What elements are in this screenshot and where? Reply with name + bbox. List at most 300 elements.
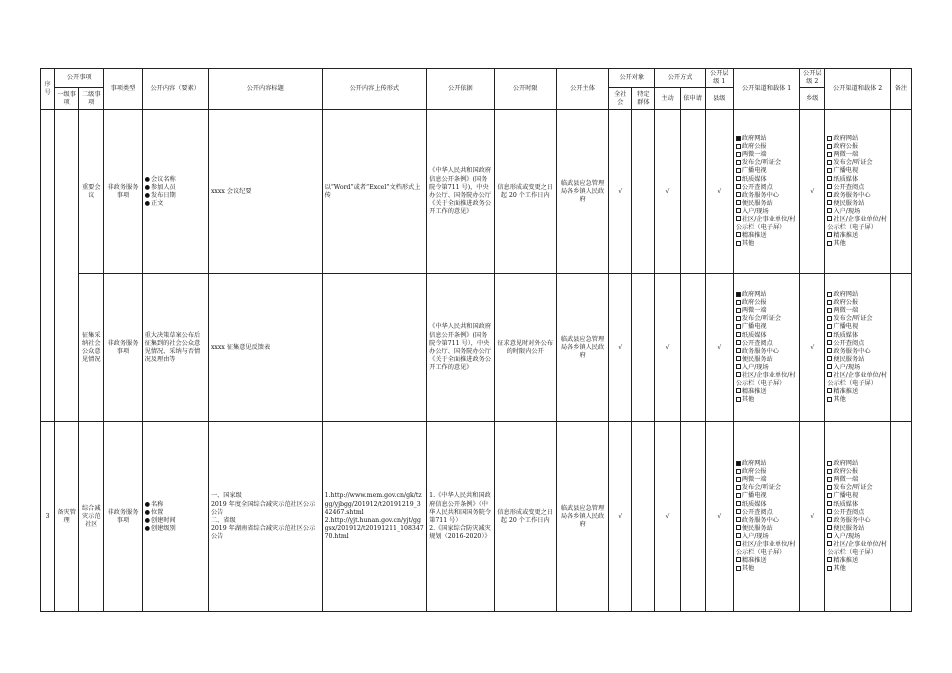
seq-cell [41,110,55,422]
empty-box-icon [827,308,832,313]
upload-cell: 1.http://www.mem.gov.cn/gk/tzgg/yjbgg/201912/t20191219_342467.shtml 2.http://yjt.hunan.gov.cn/yjt/gggsx/201912/t20191211_10834770.html [322,422,427,612]
empty-box-icon [736,216,741,221]
channel-label: 入户/现场 [833,532,861,540]
channel-label: 社区/企事业单位/村公示栏（电子屏） [827,371,888,387]
empty-box-icon [736,356,741,361]
content-item: ● 创建级别 [145,525,206,533]
channel2-cell [825,422,890,612]
channel-option [827,348,887,356]
checked-box-icon [736,136,741,141]
channel-label: 政府网站 [741,460,767,468]
channel-label: 政府公报 [833,468,859,476]
channel-label: 便民服务站 [741,355,773,363]
channel-label: 纸质媒体 [833,175,859,183]
table-row [41,422,912,612]
all-check: √ [609,274,632,422]
empty-box-icon [736,208,741,213]
empty-box-icon [736,184,741,189]
subject-cell: 临武县应急管理局各乡镇人民政府 [556,274,608,422]
header-active: 主动 [655,88,680,110]
header-tier2: 公开层级 2 [800,69,825,88]
channel-label: 广播电视 [833,492,859,500]
level2-cell: 综合减灾示范社区 [79,422,104,612]
request-check [680,110,705,274]
content-item: ● 创建时间 [145,517,206,525]
empty-box-icon [736,168,741,173]
empty-box-icon [736,144,741,149]
empty-box-icon [736,557,741,562]
all-check: √ [609,422,632,612]
disclosure-table [40,68,912,612]
channel-label: 发布会/听证会 [833,484,873,492]
channel-label: 广播电视 [741,323,767,331]
level2-cell: 征集采纳社会公众意见情况 [79,274,104,422]
content-item: ● 名称 [145,501,206,509]
channel-label: 政府网站 [833,291,859,299]
empty-box-icon [736,566,741,571]
empty-box-icon [827,160,832,165]
header-channel2: 公开渠道和载体 2 [825,69,890,110]
all-check: √ [609,110,632,274]
channel-option [827,525,887,533]
empty-box-icon [827,364,832,369]
channel-option [827,200,887,208]
channel-option [827,184,887,192]
channel-label: 纸质媒体 [833,500,859,508]
empty-box-icon [827,485,832,490]
channel2-cell [825,274,890,422]
empty-box-icon [827,232,832,237]
header-type: 事项类型 [104,69,142,110]
specific-check [632,110,655,274]
channel-label: 便民服务站 [741,199,773,207]
channel-option [736,388,797,396]
channel-option [736,492,797,500]
empty-box-icon [736,176,741,181]
empty-box-icon [827,493,832,498]
content-item: ● 位置 [145,509,206,517]
channel-label: 便民服务站 [833,524,865,532]
empty-box-icon [827,388,832,393]
channel-label: 便民服务站 [741,524,773,532]
channel-label: 其他 [741,565,755,572]
empty-box-icon [827,533,832,538]
channel-option [827,557,887,565]
content-cell: 重大决策草案公布后征集到的社会公众意见情况、采纳与否情况及理由等 [142,274,208,422]
empty-box-icon [736,372,741,377]
empty-box-icon [827,501,832,506]
channel-option [736,208,797,216]
empty-box-icon [736,232,741,237]
channel-label: 政府网站 [833,460,859,468]
channel-option [736,541,797,557]
header-upload: 公开内容上传形式 [322,69,427,110]
header-request: 依申请 [680,88,705,110]
channel-label: 政务服务中心 [741,191,779,199]
channel-option [736,176,797,184]
content-cell [142,110,208,274]
county-check: √ [705,422,733,612]
table-row [41,274,912,422]
empty-box-icon [736,469,741,474]
channel-label: 两微一端 [833,151,859,159]
disclosure-table-page [40,68,912,612]
channel-option [827,192,887,200]
header-target: 公开对象 [609,69,655,88]
upload-cell [322,274,427,422]
channel-label: 纸质媒体 [741,500,767,508]
channel-label: 广播电视 [833,167,859,175]
empty-box-icon [827,300,832,305]
empty-box-icon [736,517,741,522]
channel-label: 便民服务站 [833,355,865,363]
empty-box-icon [736,364,741,369]
channel-label: 纸质媒体 [741,331,767,339]
channel2-cell [825,110,890,274]
empty-box-icon [827,332,832,337]
checked-box-icon [736,292,741,297]
header-all: 全社会 [609,88,632,110]
channel-label: 发布会/听证会 [741,315,782,323]
channel-label: 政府网站 [741,135,767,143]
empty-box-icon [736,541,741,546]
basis-cell: 《中华人民共和国政府信息公开条例》(国务院令第711 号)，中央办公厅、国务院办公厅《关于全面推进政务公开工作的意见》 [427,110,494,274]
channel-label: 其他 [833,240,846,247]
header-row-1 [41,69,912,88]
header-tier1: 公开层级 1 [705,69,733,88]
channel1-cell [733,274,799,422]
channel-option [736,232,797,240]
header-county: 县级 [705,88,733,110]
title-cell: xxxx 会议纪要 [208,110,322,274]
channel-option [736,557,797,565]
header-time: 公开时限 [494,69,556,110]
header-level1: 一级事项 [55,88,79,110]
channel-option [827,517,887,525]
channel-label: 政府网站 [833,135,859,143]
channel-label: 精准推送 [741,387,767,395]
empty-box-icon [827,208,832,213]
channel-option [736,372,797,388]
channel-label: 两微一端 [741,307,767,315]
channel-label: 其他 [741,396,755,403]
active-check: √ [655,110,680,274]
empty-box-icon [827,152,832,157]
channel-option [736,565,797,573]
channel-option [736,364,797,372]
channel-option [827,167,887,175]
empty-box-icon [736,324,741,329]
channel-label: 政府公报 [741,143,767,151]
empty-box-icon [827,372,832,377]
content-cell [142,422,208,612]
empty-box-icon [736,300,741,305]
title-cell: xxxx 征集意见反馈表 [208,274,322,422]
content-item: ● 参加人员 [145,184,206,192]
empty-box-icon [827,509,832,514]
empty-box-icon [736,485,741,490]
empty-box-icon [827,324,832,329]
empty-box-icon [827,144,832,149]
channel-label: 政务服务中心 [833,347,871,355]
empty-box-icon [827,566,832,571]
empty-box-icon [827,184,832,189]
empty-box-icon [736,397,741,402]
empty-box-icon [736,501,741,506]
channel-option [736,184,797,192]
empty-box-icon [736,477,741,482]
channel-label: 纸质媒体 [833,331,859,339]
channel1-cell [733,110,799,274]
remark-cell [890,110,911,274]
empty-box-icon [736,332,741,337]
channel-label: 两微一端 [833,476,859,484]
channel-label: 发布会/听证会 [741,159,782,167]
time-cell: 征求意见时对外公布的时限内公开 [494,274,556,422]
channel-label: 两微一端 [741,151,767,159]
channel-label: 公开查阅点 [741,183,773,191]
empty-box-icon [827,292,832,297]
empty-box-icon [736,340,741,345]
empty-box-icon [827,216,832,221]
channel-option [736,396,797,404]
channel-label: 政府公报 [741,299,767,307]
header-content: 公开内容（要素） [142,69,208,110]
channel-option [827,232,887,240]
level2-cell: 重要会议 [79,110,104,274]
empty-box-icon [736,316,741,321]
channel-label: 广播电视 [833,323,859,331]
empty-box-icon [827,340,832,345]
township-check: √ [800,110,825,274]
channel-label: 社区/企事业单位/村公示栏（电子屏） [735,540,796,556]
header-specific: 特定群体 [632,88,655,110]
channel-label: 入户/现场 [741,207,769,215]
remark-cell [890,274,911,422]
empty-box-icon [736,348,741,353]
empty-box-icon [827,176,832,181]
channel-label: 公开查阅点 [833,339,865,347]
channel-option [736,517,797,525]
channel-label: 政府公报 [741,468,767,476]
content-item: ● 正文 [145,200,206,208]
empty-box-icon [827,200,832,205]
channel-option [736,525,797,533]
checked-box-icon [736,461,741,466]
channel-label: 精准推送 [833,387,859,395]
channel-option [827,396,887,404]
level1-cell: 备灾管理 [55,422,79,612]
empty-box-icon [827,397,832,402]
channel-option [736,323,797,331]
channel-label: 两微一端 [741,476,767,484]
channel-option [827,509,887,517]
type-cell: 非政务服务事项 [104,110,142,274]
channel-label: 政务服务中心 [833,516,871,524]
channel-option [827,332,887,340]
empty-box-icon [736,192,741,197]
seq-cell: 3 [41,422,55,612]
county-check: √ [705,110,733,274]
empty-box-icon [827,525,832,530]
channel-label: 社区/企事业单位/村公示栏（电子屏） [735,371,796,387]
channel-option [827,492,887,500]
empty-box-icon [827,477,832,482]
channel-option [827,208,887,216]
township-check: √ [800,274,825,422]
channel-label: 发布会/听证会 [833,159,873,167]
channel-label: 其他 [741,240,755,247]
header-township: 乡级 [800,88,825,110]
channel-label: 社区/企事业单位/村公示栏（电子屏） [827,215,888,231]
header-title: 公开内容标题 [208,69,322,110]
active-check: √ [655,274,680,422]
channel-label: 发布会/听证会 [741,484,782,492]
channel-option [736,216,797,232]
channel-label: 其他 [833,565,846,572]
channel-label: 两微一端 [833,307,859,315]
specific-check [632,274,655,422]
header-level2: 二级事项 [79,88,104,110]
channel-option [736,501,797,509]
channel-label: 发布会/听证会 [833,315,873,323]
time-cell: 信息形成或变更之日起 20 个工作日内 [494,110,556,274]
header-basis: 公开依据 [427,69,494,110]
channel-label: 公开查阅点 [833,508,865,516]
request-check [680,422,705,612]
header-method: 公开方式 [655,69,705,88]
header-seq: 序号 [41,69,55,110]
channel-label: 入户/现场 [833,207,861,215]
channel-option [827,541,887,557]
upload-cell: 以“Word”或者“Excel”文档形式上传 [322,110,427,274]
content-item: ● 会议名称 [145,176,206,184]
empty-box-icon [736,493,741,498]
channel-option [827,323,887,331]
specific-check [632,422,655,612]
channel-label: 政府公报 [833,143,859,151]
type-cell: 非政务服务事项 [104,274,142,422]
type-cell: 非政务服务事项 [104,422,142,612]
subject-cell: 临武县应急管理局各乡镇人民政府 [556,110,608,274]
channel-label: 广播电视 [741,492,767,500]
empty-box-icon [736,160,741,165]
channel-option [827,388,887,396]
header-matter: 公开事项 [55,69,104,88]
channel-label: 入户/现场 [741,532,769,540]
channel-option [736,332,797,340]
channel-option [736,200,797,208]
channel-label: 公开查阅点 [741,339,773,347]
channel-option [827,340,887,348]
channel-label: 政府公报 [833,299,859,307]
header-subject: 公开主体 [556,69,608,110]
time-cell: 信息形成或变更之日起 20 个工作日内 [494,422,556,612]
header-remark: 备注 [890,69,911,110]
township-check: √ [800,422,825,612]
empty-box-icon [736,509,741,514]
empty-box-icon [827,168,832,173]
empty-box-icon [736,388,741,393]
channel-option [736,340,797,348]
channel-label: 广播电视 [741,167,767,175]
county-check: √ [705,274,733,422]
channel-option [827,533,887,541]
empty-box-icon [827,356,832,361]
channel-label: 精准推送 [833,556,859,564]
empty-box-icon [736,200,741,205]
channel-option [736,192,797,200]
channel-option [827,565,887,573]
channel-label: 社区/企事业单位/村公示栏（电子屏） [735,215,796,231]
empty-box-icon [827,557,832,562]
empty-box-icon [736,308,741,313]
empty-box-icon [827,517,832,522]
channel-label: 政务服务中心 [741,516,779,524]
remark-cell [890,422,911,612]
channel-label: 入户/现场 [833,363,861,371]
channel-option [736,240,797,248]
channel-option [827,372,887,388]
subject-cell: 临武县应急管理局各乡镇人民政府 [556,422,608,612]
basis-cell: 《中华人民共和国政府信息公开条例》(国务院令第711 号），中央办公厅、国务院办公厅《关于全面推进政务公开工作的意见》 [427,274,494,422]
empty-box-icon [827,469,832,474]
channel-label: 政务服务中心 [833,191,871,199]
channel-option [736,356,797,364]
channel-option [827,176,887,184]
channel-option [827,216,887,232]
empty-box-icon [827,541,832,546]
active-check: √ [655,422,680,612]
basis-cell: 1.《中华人民共和国政府信息公开条例》（中华人民共和国国务院令第711 号） 2.《国家综合防灾减灾规划（2016-2020）》 [427,422,494,612]
channel-option [827,240,887,248]
empty-box-icon [827,348,832,353]
channel-label: 政府网站 [741,291,767,299]
table-row [41,110,912,274]
empty-box-icon [827,241,832,246]
channel-option [736,167,797,175]
empty-box-icon [827,192,832,197]
empty-box-icon [827,316,832,321]
channel-label: 精准推送 [741,231,767,239]
channel-label: 精准推送 [833,231,859,239]
empty-box-icon [827,461,832,466]
channel-option [827,356,887,364]
level1-cell [55,110,79,422]
empty-box-icon [736,152,741,157]
empty-box-icon [736,525,741,530]
content-item: ● 发布日期 [145,192,206,200]
channel-option [827,501,887,509]
header-channel1: 公开渠道和载体 1 [733,69,799,110]
empty-box-icon [736,533,741,538]
channel-label: 纸质媒体 [741,175,767,183]
channel-label: 精准推送 [741,556,767,564]
channel-label: 政务服务中心 [741,347,779,355]
channel-label: 公开查阅点 [741,508,773,516]
channel-label: 社区/企事业单位/村公示栏（电子屏） [827,540,888,556]
channel-label: 入户/现场 [741,363,769,371]
channel-option [827,364,887,372]
request-check [680,274,705,422]
channel-option [736,533,797,541]
channel-label: 公开查阅点 [833,183,865,191]
channel-label: 其他 [833,396,846,403]
empty-box-icon [736,241,741,246]
empty-box-icon [827,136,832,141]
channel-option [736,348,797,356]
title-cell: 一、国家级 2019 年度全国综合减灾示范社区公示公告 二、省级 2019 年湖南省综合减灾示范社区公示公告 [208,422,322,612]
